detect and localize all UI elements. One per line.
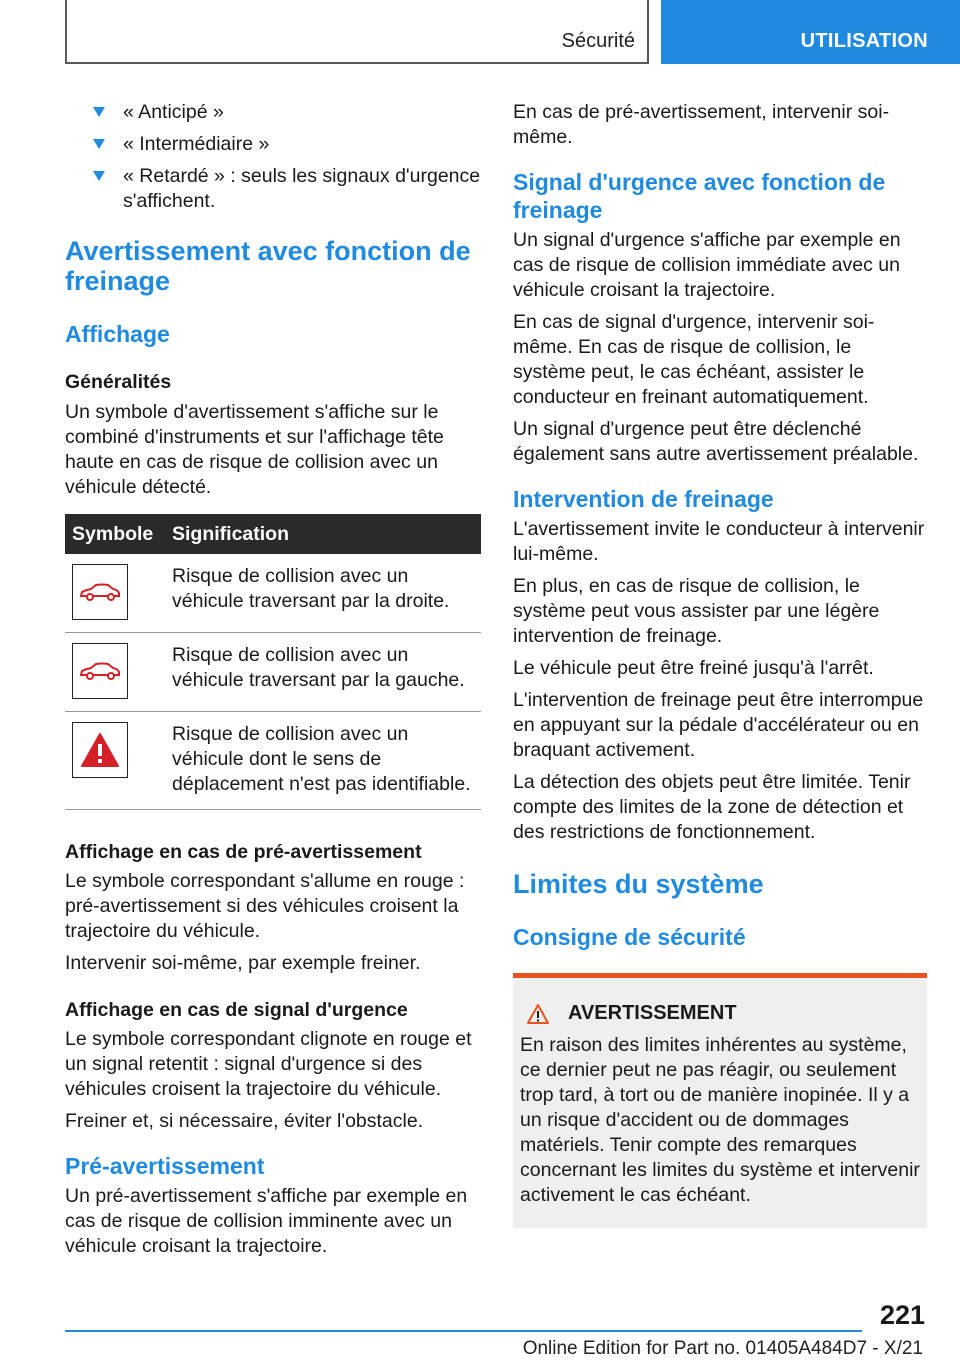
warning-triangle-icon	[72, 722, 128, 778]
heading-affichage-pre: Affichage en cas de pré-avertissement	[65, 841, 422, 863]
paragraph-intervention-5: La détection des objets peut être limitée. Tenir compte des limites de la zone de détection et des restrictions de fonctionnement.	[513, 771, 911, 843]
right-column	[513, 100, 927, 1228]
table-header-symbole: Symbole	[65, 514, 165, 554]
paragraph-intervention-1: L'avertissement invite le conducteur à intervenir lui-même.	[513, 518, 925, 565]
table-header-signification: Signification	[165, 514, 481, 554]
heading-intervention: Intervention de freinage	[513, 486, 774, 512]
car-right-icon	[72, 564, 128, 620]
bullet-list	[65, 100, 481, 214]
triangle-bullet-icon	[93, 139, 105, 149]
table-row	[65, 712, 481, 810]
table-cell-meaning: Risque de collision avec un véhicule dont le sens de déplacement n'est pas identifiable.	[165, 712, 481, 810]
page-number: 221	[879, 1300, 925, 1330]
warning-triangle-icon	[526, 1003, 550, 1025]
triangle-bullet-icon	[93, 171, 105, 181]
triangle-bullet-icon	[93, 107, 105, 117]
paragraph-intervention-2: En plus, en cas de risque de collision, le système peut vous assister par une légère intervention de freinage.	[513, 575, 880, 647]
table-row	[65, 554, 481, 633]
warning-box	[513, 973, 927, 1228]
paragraph-signal-3: Un signal d'urgence peut être déclenché également sans autre avertissement préalable.	[513, 418, 919, 465]
left-column	[65, 100, 481, 1266]
paragraph-pre-2: Intervenir soi-même, par exemple freiner.	[65, 952, 421, 974]
heading-affichage: Affichage	[65, 321, 170, 347]
heading-pre-avertissement: Pré-avertissement	[65, 1153, 265, 1179]
paragraph-urgence-2: Freiner et, si nécessaire, éviter l'obstacle.	[65, 1110, 424, 1132]
table-row	[65, 633, 481, 712]
paragraph-generalites: Un symbole d'avertissement s'affiche sur le combiné d'instruments et sur l'affichage tête haute en cas de risque de collision avec un véhicule détecté.	[65, 401, 444, 498]
heading-affichage-urgence: Affichage en cas de signal d'urgence	[65, 999, 408, 1021]
heading-signal-urgence: Signal d'urgence avec fonction de freinage	[513, 169, 886, 223]
header-section-box	[65, 0, 649, 64]
heading-consigne: Consigne de sécurité	[513, 924, 746, 950]
heading-limites: Limites du système	[513, 869, 764, 899]
list-item: « Intermédiaire »	[65, 132, 481, 157]
warning-text: En raison des limites inhérentes au système, ce dernier peut ne pas réagir, ou seulement trop tard, à tort ou de manière inopinée. Il y a un risque d'accident ou de dommages matériels. Tenir compte des remarques concernant les limites du système et intervenir activement le cas échéant.	[520, 1034, 920, 1206]
paragraph-pre-1: Le symbole correspondant s'allume en rouge : pré-avertissement si des véhicules croisent la trajectoire du véhicule.	[65, 870, 465, 942]
paragraph-intervention-4: L'intervention de freinage peut être interrompue en appuyant sur la pédale d'accélérateur ou en braquant activement.	[513, 689, 924, 761]
paragraph-signal-1: Un signal d'urgence s'affiche par exemple en cas de risque de collision immédiate avec un véhicule croisant la trajectoire.	[513, 229, 901, 301]
table-cell-meaning: Risque de collision avec un véhicule traversant par la gauche.	[165, 633, 481, 712]
paragraph-intervention-3: Le véhicule peut être freiné jusqu'à l'arrêt.	[513, 657, 874, 679]
list-item: « Anticipé »	[65, 100, 481, 125]
paragraph-intro: En cas de pré-avertissement, intervenir soi-même.	[513, 101, 890, 148]
warning-title: AVERTISSEMENT	[520, 1002, 921, 1025]
paragraph-urgence-1: Le symbole correspondant clignote en rouge et un signal retentit : signal d'urgence si des véhicules croisent la trajectoire du véhicule.	[65, 1028, 472, 1100]
header-chapter-title: UTILISATION	[800, 30, 928, 52]
heading-generalites: Généralités	[65, 371, 172, 393]
paragraph-pre-3: Un pré-avertissement s'affiche par exemple en cas de risque de collision imminente avec un véhicule croisant la trajectoire.	[65, 1185, 468, 1257]
header-section-title: Sécurité	[561, 30, 635, 52]
footer-divider	[65, 1330, 862, 1332]
header-chapter-tab	[661, 0, 960, 64]
footer-edition: Online Edition for Part no. 01405A484D7 - X/21	[522, 1338, 923, 1359]
table-cell-meaning: Risque de collision avec un véhicule traversant par la droite.	[165, 554, 481, 633]
paragraph-signal-2: En cas de signal d'urgence, intervenir soi-même. En cas de risque de collision, le système peut, le cas échéant, assister le conducteur en freinant automatiquement.	[513, 311, 875, 408]
list-item: « Retardé » : seuls les signaux d'urgence s'affichent.	[65, 164, 481, 214]
symbol-table	[65, 514, 481, 810]
car-left-icon	[72, 643, 128, 699]
heading-avertissement: Avertissement avec fonction de freinage	[65, 236, 471, 296]
